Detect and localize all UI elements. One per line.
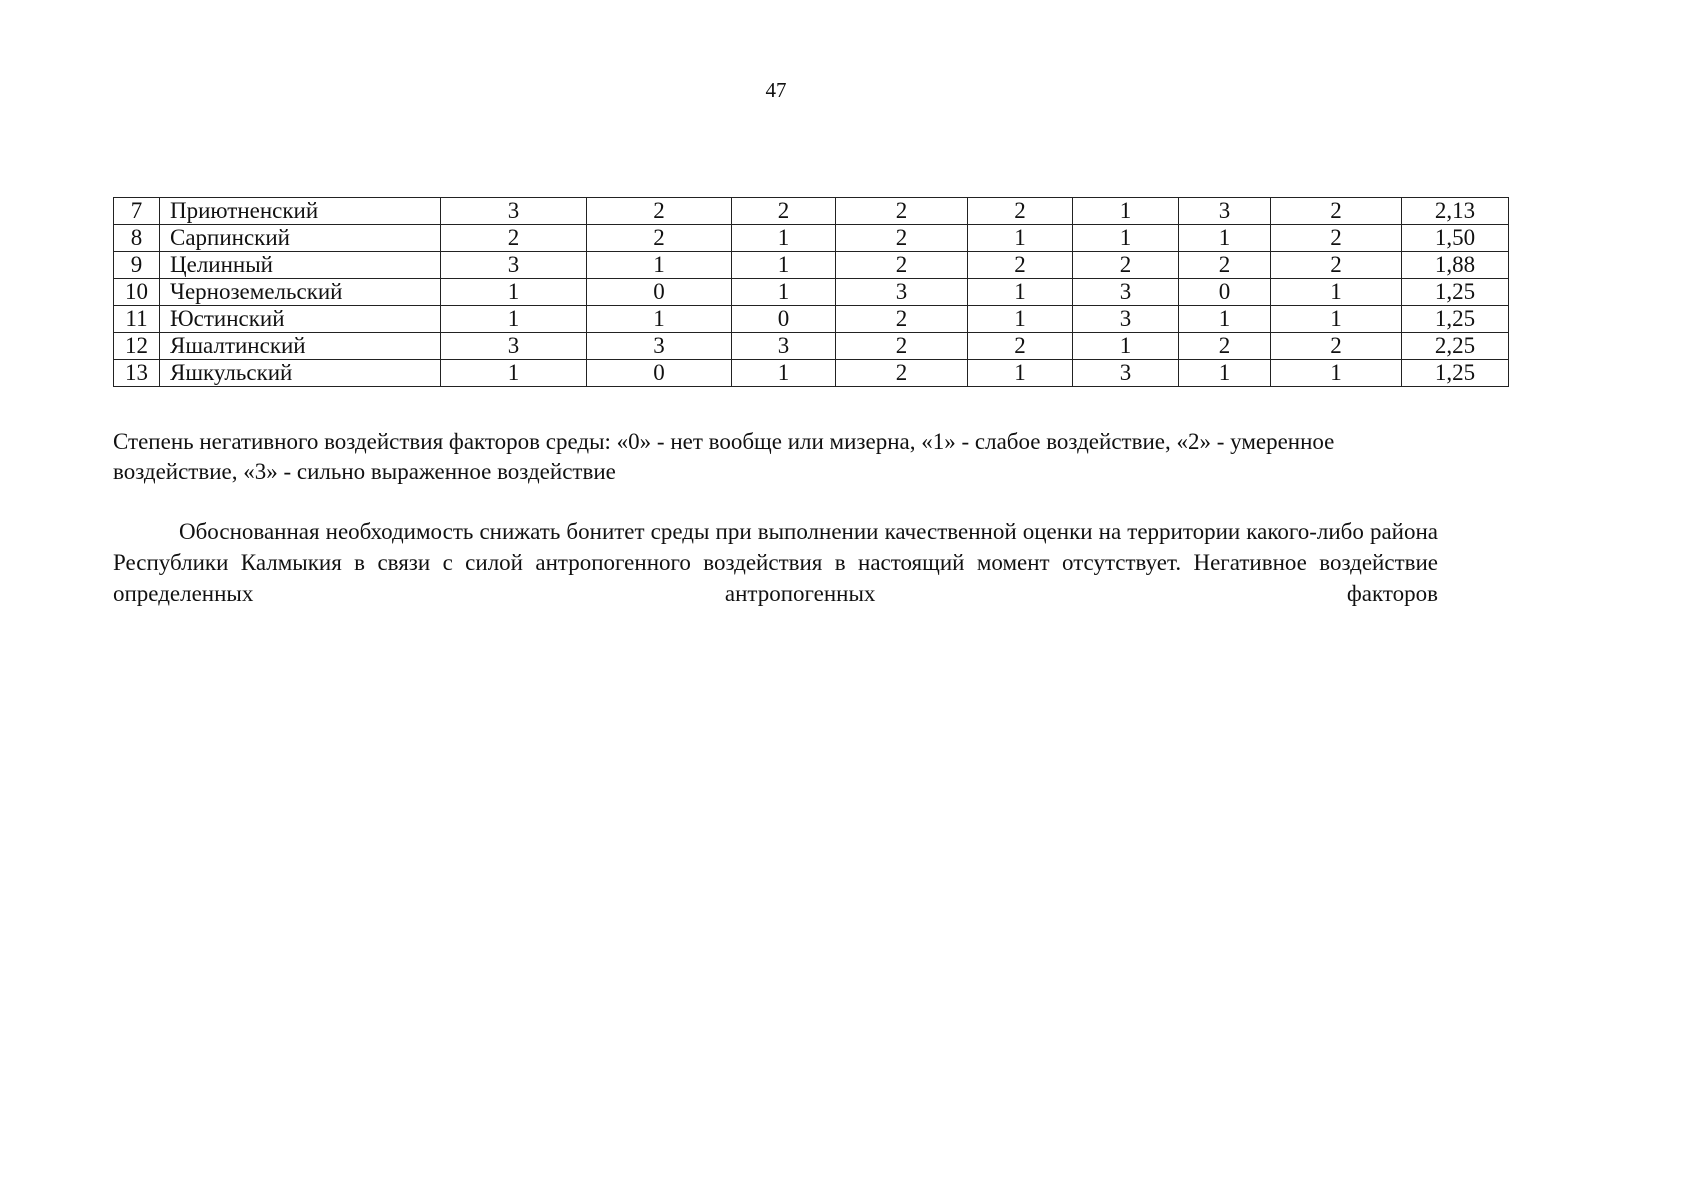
district-name: Юстинский xyxy=(160,306,441,333)
factor-value: 3 xyxy=(1073,306,1179,333)
factor-value: 2 xyxy=(1271,333,1402,360)
average-score: 1,88 xyxy=(1402,252,1509,279)
row-number: 13 xyxy=(114,360,160,387)
factor-value: 1 xyxy=(587,306,732,333)
factor-value: 2 xyxy=(968,252,1073,279)
factor-value: 1 xyxy=(1073,198,1179,225)
page-number: 47 xyxy=(765,78,787,102)
factor-value: 1 xyxy=(732,225,836,252)
factor-value: 3 xyxy=(1179,198,1271,225)
average-score: 1,25 xyxy=(1402,279,1509,306)
factor-value: 1 xyxy=(1271,279,1402,306)
factor-value: 2 xyxy=(836,306,968,333)
factor-value: 2 xyxy=(441,225,587,252)
factor-value: 1 xyxy=(1073,333,1179,360)
table-row xyxy=(114,279,1509,306)
factor-value: 3 xyxy=(441,252,587,279)
factor-value: 0 xyxy=(732,306,836,333)
factor-value: 2 xyxy=(732,198,836,225)
table-row xyxy=(114,333,1509,360)
row-number: 10 xyxy=(114,279,160,306)
average-score: 1,50 xyxy=(1402,225,1509,252)
factor-value: 3 xyxy=(587,333,732,360)
factors-table xyxy=(113,197,1509,387)
district-name: Приютненский xyxy=(160,198,441,225)
factor-value: 2 xyxy=(968,198,1073,225)
factor-value: 2 xyxy=(968,333,1073,360)
factor-value: 1 xyxy=(1271,306,1402,333)
factor-value: 2 xyxy=(1271,252,1402,279)
factor-value: 2 xyxy=(1179,333,1271,360)
factor-value: 0 xyxy=(587,279,732,306)
row-number: 7 xyxy=(114,198,160,225)
district-name: Черноземельский xyxy=(160,279,441,306)
row-number: 9 xyxy=(114,252,160,279)
factor-value: 1 xyxy=(1271,360,1402,387)
district-name: Целинный xyxy=(160,252,441,279)
factor-value: 2 xyxy=(836,252,968,279)
factor-value: 1 xyxy=(968,360,1073,387)
table-row xyxy=(114,306,1509,333)
factor-value: 1 xyxy=(441,279,587,306)
row-number: 11 xyxy=(114,306,160,333)
row-number: 8 xyxy=(114,225,160,252)
average-score: 1,25 xyxy=(1402,306,1509,333)
factor-value: 2 xyxy=(1073,252,1179,279)
factor-value: 1 xyxy=(732,279,836,306)
factor-value: 3 xyxy=(836,279,968,306)
factor-value: 2 xyxy=(1271,225,1402,252)
factor-value: 2 xyxy=(836,360,968,387)
body-paragraph: Обоснованная необходимость снижать бонитет среды при выполнении качественной оценки на территории какого-либо района Республики Калмыкия в связи с силой антропогенного воздействия в настоящий момент отсутствует. Негативное воздействие определенных антропогенных факторов xyxy=(113,519,1438,606)
factor-value: 2 xyxy=(836,225,968,252)
factor-value: 2 xyxy=(1271,198,1402,225)
factor-value: 1 xyxy=(732,252,836,279)
average-score: 1,25 xyxy=(1402,360,1509,387)
table-row xyxy=(114,198,1509,225)
table-row xyxy=(114,360,1509,387)
factor-value: 1 xyxy=(968,225,1073,252)
factor-value: 3 xyxy=(1073,279,1179,306)
factor-value: 1 xyxy=(441,360,587,387)
factor-value: 1 xyxy=(968,306,1073,333)
factor-value: 2 xyxy=(836,333,968,360)
factor-value: 0 xyxy=(1179,279,1271,306)
district-name: Сарпинский xyxy=(160,225,441,252)
factor-value: 2 xyxy=(587,225,732,252)
average-score: 2,13 xyxy=(1402,198,1509,225)
row-number: 12 xyxy=(114,333,160,360)
factor-value: 1 xyxy=(441,306,587,333)
table-row xyxy=(114,252,1509,279)
factor-value: 0 xyxy=(587,360,732,387)
average-score: 2,25 xyxy=(1402,333,1509,360)
factor-value: 2 xyxy=(1179,252,1271,279)
factor-value: 2 xyxy=(587,198,732,225)
factor-value: 1 xyxy=(1179,225,1271,252)
factor-value: 3 xyxy=(441,198,587,225)
factor-value: 2 xyxy=(836,198,968,225)
district-name: Яшалтинский xyxy=(160,333,441,360)
factor-value: 1 xyxy=(587,252,732,279)
factor-value: 1 xyxy=(968,279,1073,306)
factor-value: 1 xyxy=(1179,306,1271,333)
district-name: Яшкульский xyxy=(160,360,441,387)
factor-value: 3 xyxy=(1073,360,1179,387)
factor-value: 1 xyxy=(1073,225,1179,252)
table-row xyxy=(114,225,1509,252)
factor-value: 3 xyxy=(732,333,836,360)
impact-legend: Степень негативного воздействия факторов среды: «0» - нет вообще или мизерна, «1» - слабое воздействие, «2» - умеренное воздействие, «3» - сильно выраженное воздействие xyxy=(113,429,1335,484)
factor-value: 1 xyxy=(1179,360,1271,387)
factor-value: 3 xyxy=(441,333,587,360)
factor-value: 1 xyxy=(732,360,836,387)
